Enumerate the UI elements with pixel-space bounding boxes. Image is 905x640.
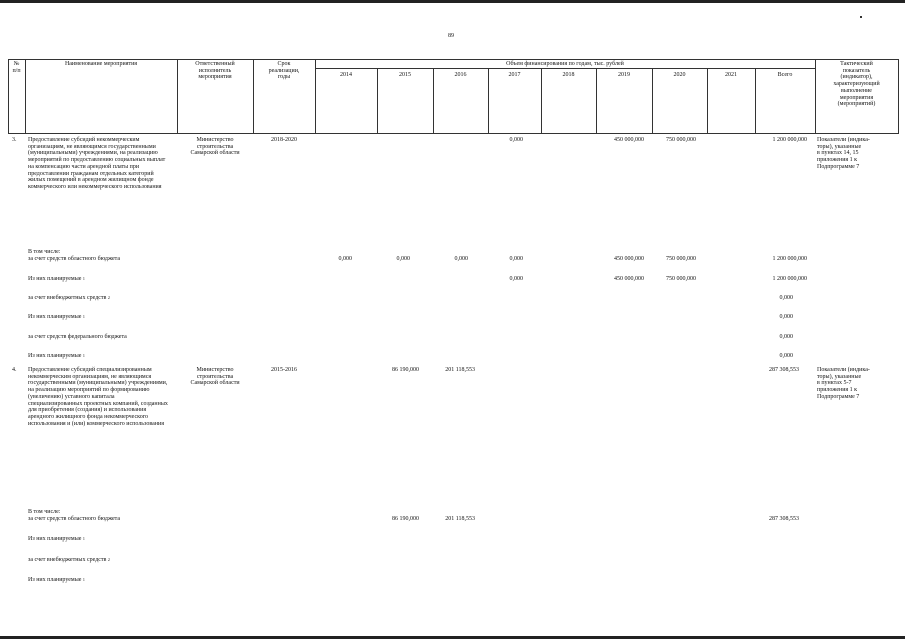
row3-sub1-2019: 450 000,000: [614, 276, 644, 282]
row3-2017: 0,000: [509, 137, 523, 143]
row4-sub0-2015: 86 190,000: [392, 516, 419, 522]
header-year-2020: 2020: [673, 72, 686, 78]
header-name: Наименование мероприятия: [64, 61, 138, 67]
row3-executor: Министерство строительства Самарской области: [190, 137, 240, 157]
row4-sub3-label: Из них планируемые $^1$: [28, 577, 85, 583]
page-number: 89: [448, 33, 454, 39]
row3-sub0-2016: 0,000: [454, 256, 468, 262]
header-bottom-line: [8, 133, 898, 134]
header-term: Срок реализации, годы: [268, 61, 300, 81]
row3-sub3-label: Из них планируемые $^1$: [28, 314, 85, 320]
row4-total: 287 308,553: [769, 367, 799, 373]
row4-executor: Министерство строительства Самарской области: [190, 367, 240, 387]
row3-2019: 450 000,000: [614, 137, 644, 143]
row4-term: 2015-2016: [271, 367, 297, 373]
header-executor: Ответственный исполнитель мероприятия: [195, 61, 235, 81]
row3-2020: 750 000,000: [666, 137, 696, 143]
col-line-14: [898, 59, 899, 134]
row4-sub0-2016: 201 118,553: [445, 516, 475, 522]
footnote-mark: 1: [82, 314, 85, 319]
top-border: [0, 0, 905, 3]
row3-sub1-2020: 750 000,000: [666, 276, 696, 282]
row4-2015: 86 190,000: [392, 367, 419, 373]
header-year-total: Всего: [777, 72, 793, 78]
header-year-2014: 2014: [340, 72, 352, 78]
row4-sub2-label: за счет внебюджетных средств $^2$: [28, 557, 110, 563]
row3-sub3-total: 0,000: [779, 314, 793, 320]
row3-sub0-2019: 450 000,000: [614, 256, 644, 262]
row3-sub0-2020: 750 000,000: [666, 256, 696, 262]
scan-speck: [860, 16, 862, 18]
footnote-mark: 1: [82, 276, 85, 281]
footnote-mark: 1: [82, 577, 85, 582]
col-line-4: [315, 59, 316, 134]
row3-sub0-2017: 0,000: [509, 256, 523, 262]
table-top-line: [8, 59, 898, 60]
row3-sub5-label: Из них планируемые $^1$: [28, 353, 85, 359]
row3-sub0-2014: 0,000: [338, 256, 352, 262]
row3-indicator: Показатели (индика- торы), указанные в пунктах 14, 15 приложения 1 к Подпрограмме 7: [817, 137, 870, 170]
row3-term: 2018-2020: [271, 137, 297, 143]
header-year-2019: 2019: [618, 72, 630, 78]
header-year-2016: 2016: [454, 72, 467, 78]
row3-total: 1 200 000,000: [772, 137, 807, 143]
header-indicator: Тактический показатель (индикатор), характеризующий выполнение мероприятия (мероприятий): [833, 61, 880, 108]
col-line-1: [25, 59, 26, 134]
row3-sub4-total: 0,000: [779, 334, 793, 340]
row3-sub4-label: за счет средств федерального бюджета: [28, 334, 127, 340]
row4-name: Предоставление субсидий специализированным некоммерческим организациям, не являющимся государственными (муниципальными) учреждениями, на реализацию мероприятий по формированию (увеличению) уставного капитала специализированных проектных компаний, созданных для приобретения (создания) и использования арендного жилищного фонда некоммерческого использования и (или) коммерческого использования: [28, 367, 168, 427]
footnote-mark: 1: [82, 353, 85, 358]
row4-2016: 201 118,553: [445, 367, 475, 373]
footnote-mark: 1: [82, 536, 85, 541]
row3-sub1-total: 1 200 000,000: [772, 276, 807, 282]
row3-name: Предоставление субсидий некоммерческим организациям, не являющимся государственными (муниципальными) учреждениями, на реализацию мероприятий по предоставлению социальных выплат на компенсацию части арендной платы при предоставлении гражданам отдельных категорий жилых помещений в арендном жилищном фонде коммерческого или некоммерческого использования: [28, 137, 166, 190]
row3-sub0-total: 1 200 000,000: [772, 256, 807, 262]
year-header-line: [315, 68, 815, 69]
row4-sub1-label: Из них планируемые $^1$: [28, 536, 85, 542]
header-num: № п/п: [12, 61, 21, 74]
footnote-mark: 2: [107, 295, 110, 300]
header-funding: Объем финансирования по годам, тыс. рублей: [506, 61, 624, 67]
row4-sub0-label: за счет средств областного бюджета: [28, 516, 121, 522]
row4-indicator: Показатели (индика- торы), указанные в пунктах 5-7 приложения 1 к Подпрограмме 7: [817, 367, 870, 400]
row3-sub5-total: 0,000: [779, 353, 793, 359]
row3-sub0-label: за счет средств областного бюджета: [28, 256, 121, 262]
row3-sub2-label: за счет внебюджетных средств $^2$: [28, 295, 110, 301]
row3-including: В том числе:: [28, 249, 61, 255]
row3-num: 3.: [12, 137, 17, 143]
row4-num: 4.: [12, 367, 17, 373]
row4-sub0-total: 287 308,553: [769, 516, 799, 522]
row4-including: В том числе:: [28, 509, 61, 515]
header-year-2015: 2015: [399, 72, 411, 78]
footnote-mark: 2: [107, 557, 110, 562]
header-year-2017: 2017: [508, 72, 521, 78]
header-year-2021: 2021: [725, 72, 737, 78]
row3-sub2-total: 0,000: [779, 295, 793, 301]
row3-sub0-2015: 0,000: [396, 256, 410, 262]
bottom-border: [0, 636, 905, 639]
header-year-2018: 2018: [562, 72, 575, 78]
row3-sub1-label: Из них планируемые $^1$: [28, 276, 85, 282]
row3-sub1-2017: 0,000: [509, 276, 523, 282]
